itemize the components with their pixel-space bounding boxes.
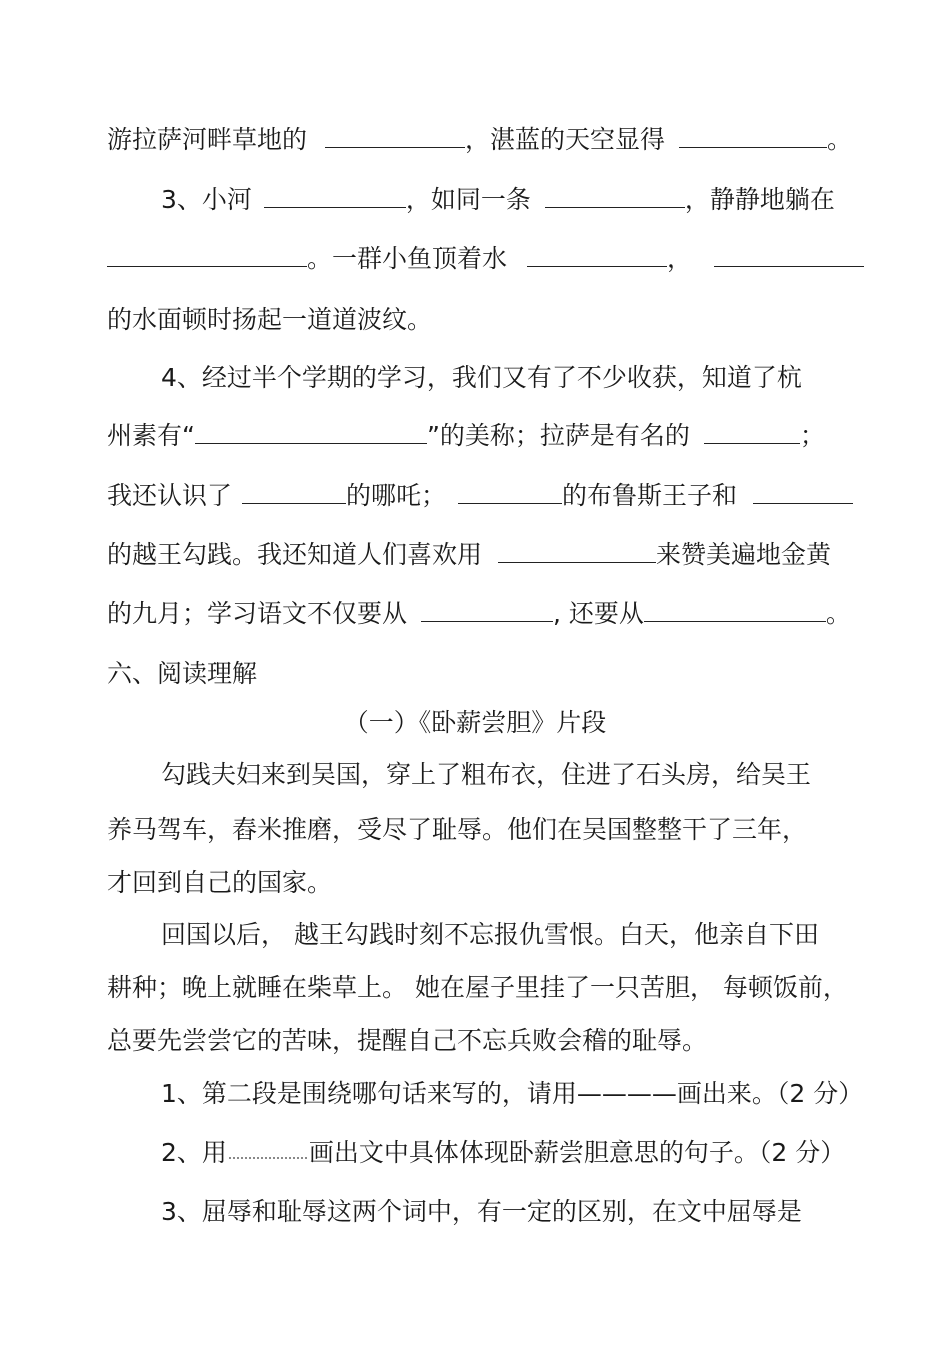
answer-blank[interactable] xyxy=(458,481,562,504)
answer-blank[interactable] xyxy=(679,125,827,148)
answer-blank[interactable] xyxy=(753,481,853,504)
passage-title: （一）《卧薪尝胆》片段 xyxy=(343,708,607,737)
answer-blank[interactable] xyxy=(545,185,685,208)
answer-blank[interactable] xyxy=(704,421,800,444)
answer-blank[interactable] xyxy=(195,421,427,444)
fill-line-3: 。一群小鱼顶着水 ， xyxy=(107,243,864,275)
passage-paragraph-2-line-1: 回国以后， 越王勾践时刻不忘报仇雪恨。白天，他亲自下田 xyxy=(161,920,819,949)
answer-blank[interactable] xyxy=(421,599,553,622)
section-heading: 六、阅读理解 xyxy=(107,659,258,688)
fill-line-8: 的越王勾践。我还知道人们喜欢用 来赞美遍地金黄 xyxy=(107,540,831,569)
answer-blank[interactable] xyxy=(527,244,667,267)
question-2: 2、用 画出文中具体体现卧薪尝胆意思的句子。（2 分） xyxy=(161,1138,846,1167)
passage-paragraph-1-line-3: 才回到自己的国家。 xyxy=(107,868,333,897)
wavy-underline-sample xyxy=(229,1149,307,1159)
answer-blank[interactable] xyxy=(107,244,307,267)
answer-blank[interactable] xyxy=(325,125,465,148)
answer-blank[interactable] xyxy=(242,481,346,504)
answer-blank[interactable] xyxy=(264,185,406,208)
answer-blank[interactable] xyxy=(644,599,826,622)
question-3: 3、屈辱和耻辱这两个词中，有一定的区别，在文中屈辱是 xyxy=(161,1197,802,1226)
passage-paragraph-2-line-2: 耕种；晚上就睡在柴草上。 她在屋子里挂了一只苦胆， 每顿饭前， xyxy=(107,973,848,1002)
fill-line-6: 州素有“ ”的美称；拉萨是有名的 ； xyxy=(107,421,825,450)
fill-line-4: 的水面顿时扬起一道道波纹。 xyxy=(107,305,433,334)
answer-blank[interactable] xyxy=(714,244,864,267)
fill-line-5: 4、经过半个学期的学习，我们又有了不少收获，知道了杭 xyxy=(161,363,802,392)
answer-blank[interactable] xyxy=(498,540,656,563)
fill-line-2: 3、小河 ，如同一条 ，静静地躺在 xyxy=(161,185,835,214)
fill-line-1: 游拉萨河畔草地的 ，湛蓝的天空显得 。 xyxy=(107,125,852,154)
passage-paragraph-2-line-3: 总要先尝尝它的苦味，提醒自己不忘兵败会稽的耻辱。 xyxy=(107,1026,708,1055)
passage-paragraph-1-line-1: 勾践夫妇来到吴国，穿上了粗布衣，住进了石头房，给吴王 xyxy=(161,760,812,789)
passage-paragraph-1-line-2: 养马驾车，舂米推磨，受尽了耻辱。他们在吴国整整干了三年， xyxy=(107,815,808,844)
fill-line-9: 的九月；学习语文不仅要从 , 还要从 。 xyxy=(107,599,851,628)
question-1: 1、第二段是围绕哪句话来写的，请用————画出来。（2 分） xyxy=(161,1079,864,1108)
fill-line-7: 我还认识了 的哪吒； 的布鲁斯王子和 xyxy=(107,480,853,512)
